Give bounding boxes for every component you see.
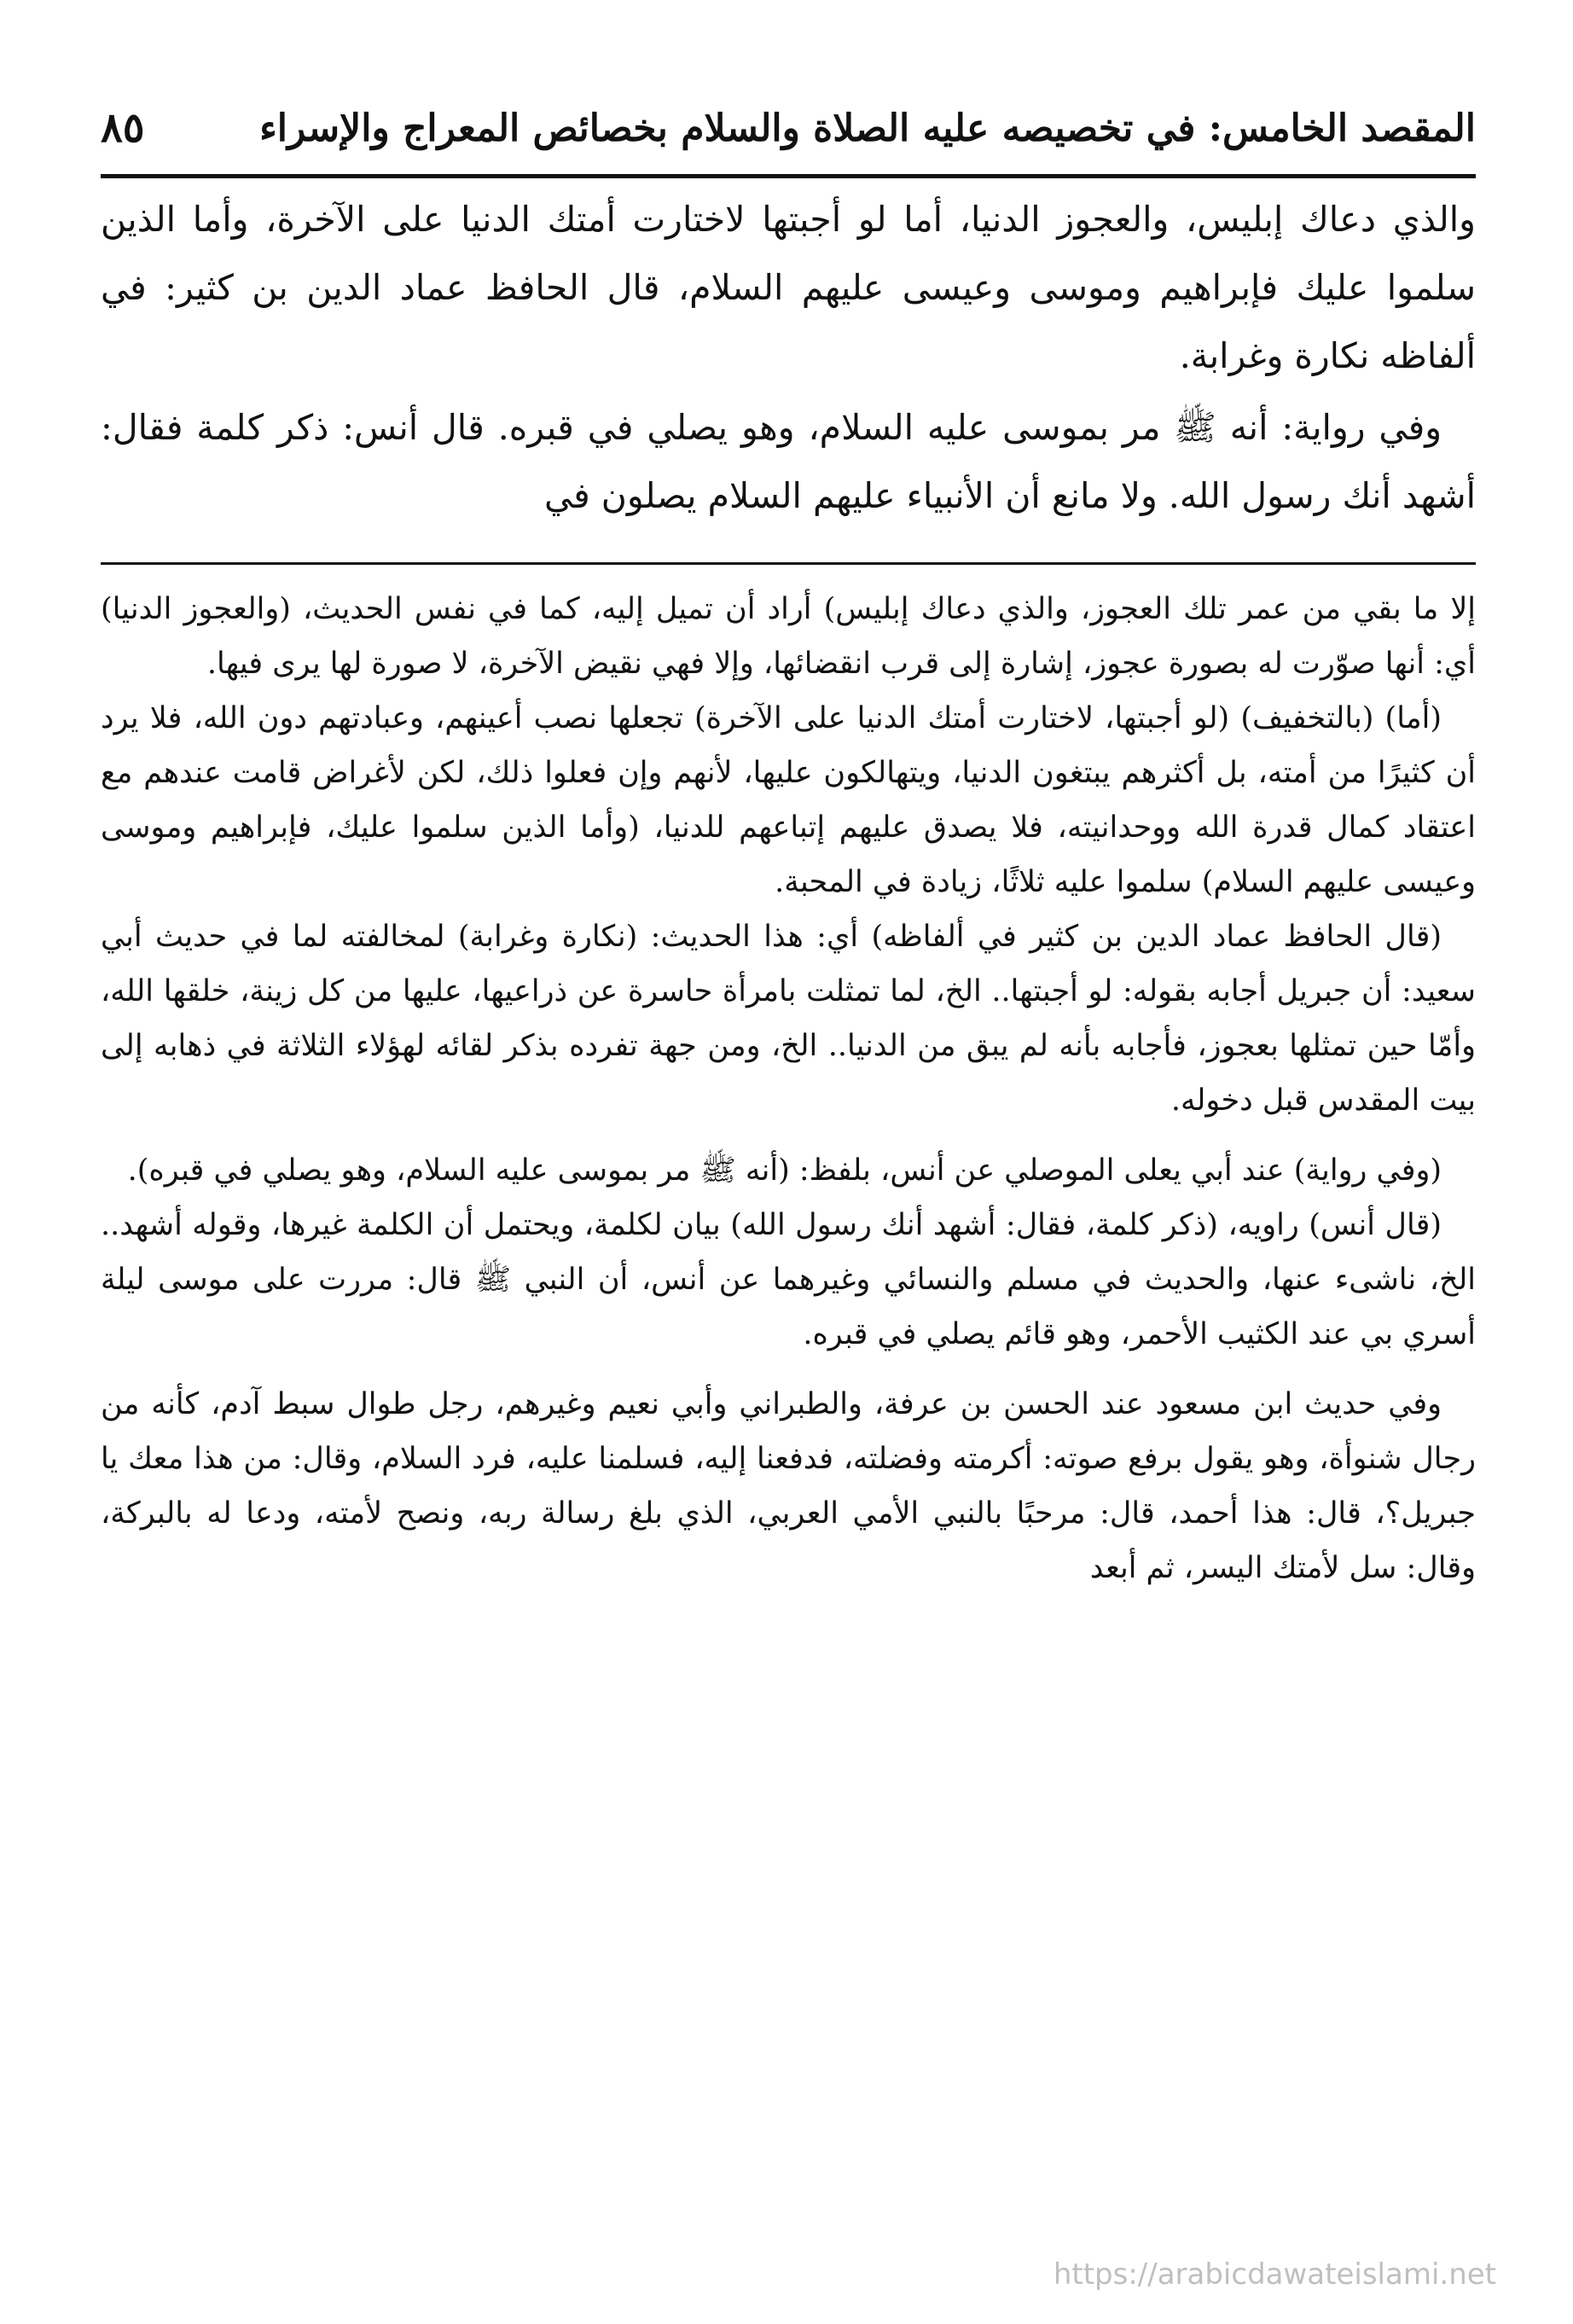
commentary-paragraph: (قال الحافظ عماد الدين بن كثير في ألفاظه) أي: هذا الحديث: (نكارة وغرابة) لمخالفته لما في حديث أبي سعيد: أن جبريل أجابه بقوله: لو أجبتها.. الخ، لما تمثلت بامرأة حاسرة عن ذراعيها، عليها من كل زينة، خلقها الله، وأمّا حين تمثلها بعجوز، فأجابه بأنه لم يبق من الدنيا.. الخ، ومن جهة تفرده بذكر لقائه لهؤلاء الثلاثة في ذهابه إلى بيت المقدس قبل دخوله. [101, 920, 1476, 1118]
main-paragraph: وفي رواية: أنه ﷺ مر بموسى عليه السلام، وهو يصلي في قبره. قال أنس: ذكر كلمة فقال: أشهد أنك رسول الله. ولا مانع أن الأنبياء عليهم السلام يصلون في [101, 407, 1476, 516]
running-header [101, 94, 1476, 162]
commentary-paragraph: (أما) (بالتخفيف) (لو أجبتها، لاختارت أمتك الدنيا على الآخرة) تجعلها نصب أعينهم، وعبادتهم دون الله، فلا يرد أن كثيرًا من أمته، بل أكثرهم يبتغون الدنيا، ويتهالكون عليها، لأنهم وإن فعلوا ذلك، لكن لأغراض قامت عندهم مع اعتقاد كمال قدرة الله ووحدانيته، فلا يصدق عليهم إتباعهم للدنيا، (وأما الذين سلموا عليك، فإبراهيم وموسى وعيسى عليهم السلام) سلموا عليه ثلاثًا، زيادة في المحبة. [101, 701, 1476, 899]
commentary-paragraph: (وفي رواية) عند أبي يعلى الموصلي عن أنس، بلفظ: (أنه ﷺ مر بموسى عليه السلام، وهو يصلي في قبره). [127, 1153, 1442, 1188]
watermark-url: https://arabicdawateislami.net [1053, 2257, 1496, 2292]
commentary-paragraph: إلا ما بقي من عمر تلك العجوز، والذي دعاك إبليس) أراد أن تميل إليه، كما في نفس الحديث، (والعجوز الدنيا) أي: أنها صوّرت له بصورة عجوز، إشارة إلى قرب انقضائها، وإلا فهي نقيض الآخرة، لا صورة لها يرى فيها. [101, 592, 1476, 681]
page [101, 94, 1476, 2278]
page-number: ٨٥ [101, 104, 145, 152]
main-text [101, 185, 1476, 530]
commentary-text [101, 582, 1476, 1595]
commentary-divider [101, 562, 1476, 565]
chapter-title: المقصد الخامس: في تخصيصه عليه الصلاة والسلام بخصائص المعراج والإسراء [259, 106, 1476, 150]
commentary-paragraph: (قال أنس) راويه، (ذكر كلمة، فقال: أشهد أنك رسول الله) بيان لكلمة، ويحتمل أن الكلمة غيرها، وقوله أشهد.. الخ، ناشىء عنها، والحديث في مسلم والنسائي وغيرهما عن أنس، أن النبي ﷺ قال: مررت على موسى ليلة أسري بي عند الكثيب الأحمر، وهو قائم يصلي في قبره. [101, 1208, 1476, 1351]
commentary-paragraph: وفي حديث ابن مسعود عند الحسن بن عرفة، والطبراني وأبي نعيم وغيرهم، رجل طوال سبط آدم، كأنه من رجال شنوأة، وهو يقول برفع صوته: أكرمته وفضلته، فدفعنا إليه، فسلمنا عليه، فرد السلام، وقال: من هذا معك يا جبريل؟، قال: هذا أحمد، قال: مرحبًا بالنبي الأمي العربي، الذي بلغ رسالة ربه، ونصح لأمته، ودعا له بالبركة، وقال: سل لأمتك اليسر، ثم أبعد [101, 1387, 1476, 1585]
header-divider [101, 174, 1476, 178]
main-paragraph: والذي دعاك إبليس، والعجوز الدنيا، أما لو أجبتها لاختارت أمتك الدنيا على الآخرة، وأما الذين سلموا عليك فإبراهيم وموسى وعيسى عليهم السلام، قال الحافظ عماد الدين بن كثير: في ألفاظه نكارة وغرابة. [101, 199, 1476, 376]
